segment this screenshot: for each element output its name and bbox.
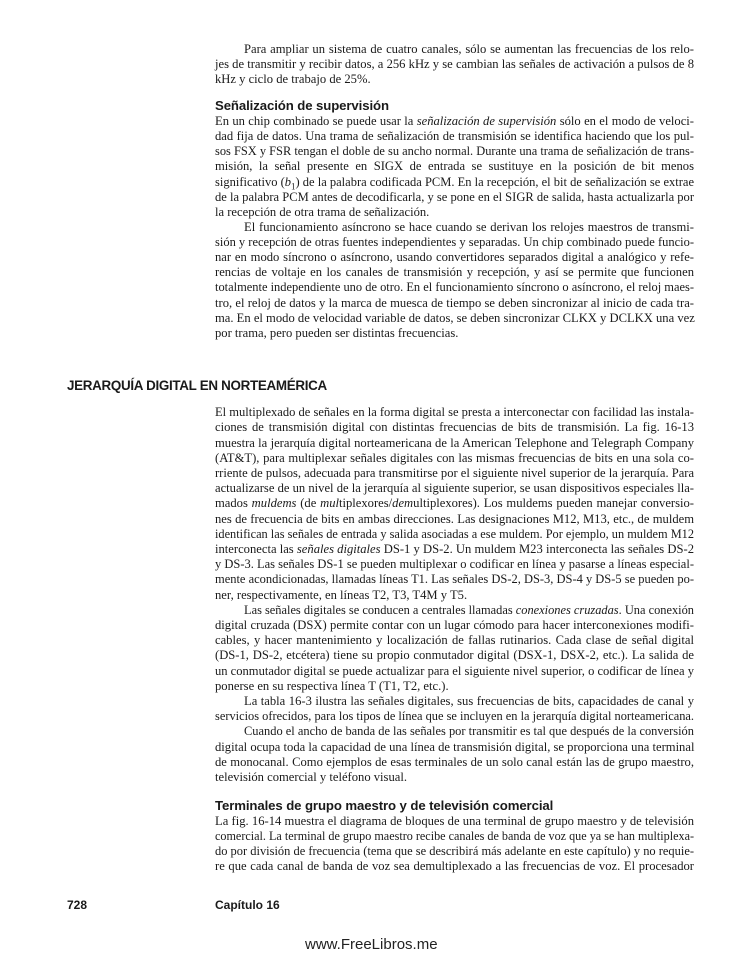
hierarchy-p4-line-2: digital ocupa toda la capacidad de una línea de transmisión digital, se proporciona una terminal: [215, 740, 695, 754]
section-heading: JERARQUÍA DIGITAL EN NORTEAMÉRICA: [67, 378, 327, 393]
hierarchy-p1-line-7: [215, 496, 694, 511]
hierarchy-p1-line-9: identifican las señales de entrada y salida asociadas a ese muldem. Por ejemplo, un muldem M12: [215, 527, 694, 541]
supervision-p1-line-3: sos FSX y FSR tengan el doble de su ancho normal. Durante una trama de señalización de trans-: [215, 144, 694, 158]
intro-line-1: Para ampliar un sistema de cuatro canales, sólo se aumentan las frecuencias de los relo-: [244, 42, 694, 56]
terminals-line-2: comercial. La terminal de grupo maestro recibe canales de banda de voz que ya se han multiplexa-: [215, 829, 695, 843]
text-run: DS-1 y DS-2. Un muldem M23 interconecta las señales DS-2: [380, 542, 694, 556]
supervision-p2-line-1: El funcionamiento asíncrono se hace cuando se derivan los relojes maestros de transmi-: [244, 220, 694, 234]
text-run: interconecta las: [215, 542, 297, 556]
hierarchy-p1-line-11: y DS-3. Las señales DS-1 se pueden multiplexar o codificar en línea y pasarse a líneas especial-: [215, 557, 694, 571]
variable-b: b: [284, 175, 292, 189]
subscript-1: 1: [291, 181, 296, 192]
supervision-p2-line-2: sión y recepción de otras fuentes independientes y separadas. Un chip combinado puede funcio-: [215, 235, 695, 249]
hierarchy-p4-line-3: de monocanal. Como ejemplos de esas terminales de un solo canal están las de grupo maestro,: [215, 755, 694, 769]
intro-line-3: kHz y ciclo de trabajo de 25%.: [215, 72, 371, 86]
hierarchy-p1-line-2: ciones de transmisión digital con distintas frecuencias de bits de transmisión. La fig. 16-13: [215, 420, 694, 434]
hierarchy-p1-line-5: rriente de pulsos, adecuada para transmitirse por el siguiente nivel superior de la jerarquía. Para: [215, 466, 695, 480]
hierarchy-p1-line-10: [215, 542, 694, 557]
hierarchy-p3-line-2: servicios ofrecidos, para los tipos de línea que se incluyen en la jerarquía digital norteamericana.: [215, 709, 694, 723]
emphasis-term: señalización de supervisión: [416, 114, 557, 128]
supervision-p1-line-2: dad fija de datos. Una trama de señalización de transmisión se identifica haciendo que los pul-: [215, 129, 694, 143]
text-run: sólo en el modo de veloci-: [556, 114, 695, 128]
text-run: En un chip combinado se puede usar la: [215, 114, 417, 128]
hierarchy-p2-line-3: cables, y hacer mantenimiento y localización de fallas rutinarios. Cada clase de señal digital: [215, 633, 694, 647]
supervision-p1-line-4: misión, la señal presente en SIGX de entrada se sustituye en la posición de bit menos: [215, 159, 694, 173]
supervision-heading: Señalización de supervisión: [215, 98, 389, 113]
supervision-p2-line-6: tro, el reloj de datos y la marca de muesca de tiempo se deben sincronizar al inicio de cada tra-: [215, 296, 694, 310]
terminals-line-3: do por división de frecuencia (tema que se describirá más adelante en este capítulo) y no requie-: [215, 844, 695, 858]
text-run: Las señales digitales se conducen a centrales llamadas: [244, 603, 516, 617]
supervision-p1-line-1: [215, 114, 694, 129]
text-run: tiplexores/: [339, 496, 393, 510]
page-number: 728: [67, 898, 88, 912]
hierarchy-p4-line-1: Cuando el ancho de banda de las señales por transmitir es tal que después de la conversión: [244, 724, 694, 738]
intro-line-2: jes de transmitir y recibir datos, a 256 kHz y se cambian las señales de activación a pulsos de 8: [215, 57, 694, 71]
watermark-link[interactable]: www.FreeLibros.me: [305, 936, 438, 953]
hierarchy-p2-line-1: [244, 603, 694, 618]
text-run: ) de la palabra codificada PCM. En la recepción, el bit de señalización se extrae: [295, 175, 695, 189]
hierarchy-p1-line-13: ner, respectivamente, en líneas T2, T3, T4M y T5.: [215, 588, 468, 602]
emphasis-term: dem: [392, 496, 414, 510]
terminals-line-4: re que cada canal de banda de voz sea demultiplexado a las frecuencias de voz. El procesador: [215, 859, 694, 873]
text-run: (de: [296, 496, 321, 510]
emphasis-term: muldems: [251, 496, 297, 510]
hierarchy-p1-line-6: actualizarse de un nivel de la jerarquía al siguiente superior, se usan dispositivos especiales lla-: [215, 481, 694, 495]
hierarchy-p1-line-3: muestra la jerarquía digital norteamericana de la American Telephone and Telegraph Company: [215, 436, 694, 450]
supervision-p2-line-4: rencias de voltaje en los canales de transmisión y recepción, y así se permite que funcionen: [215, 265, 694, 279]
hierarchy-p2-line-5: un conmutador digital se puede actualizar para el siguiente nivel superior, o codificar de línea y: [215, 664, 694, 678]
emphasis-term: conexiones cruzadas: [515, 603, 619, 617]
terminals-heading: Terminales de grupo maestro y de televisión comercial: [215, 798, 554, 813]
hierarchy-p3-line-1: La tabla 16-3 ilustra las señales digitales, sus frecuencias de bits, capacidades de canal y: [244, 694, 694, 708]
supervision-p2-line-7: ma. En el modo de velocidad variable de datos, se deben sincronizar CLKX y DCLKX una vez: [215, 311, 695, 325]
hierarchy-p1-line-1: El multiplexado de señales en la forma digital se presta a interconectar con facilidad las instala-: [215, 405, 694, 419]
supervision-p2-line-5: totalmente independiente uno de otro. En el funcionamiento síncrono o asíncrono, el reloj maes-: [215, 280, 694, 294]
text-run: significativo (: [215, 175, 285, 189]
hierarchy-p1-line-8: nes de frecuencia de bits en ambas direcciones. Las designaciones M12, M13, etc., de muldem: [215, 512, 694, 526]
emphasis-term: mul: [320, 496, 339, 510]
text-run: . Una conexión: [618, 603, 694, 617]
chapter-label: Capítulo 16: [215, 898, 280, 912]
supervision-p2-line-3: nar en modo síncrono o asíncrono, usando convertidores separados digital a analógico y refe-: [215, 250, 694, 264]
hierarchy-p1-line-12: mente acondicionadas, llamadas líneas T1. Las señales DS-2, DS-3, DS-4 y DS-5 se pueden po-: [215, 572, 694, 586]
hierarchy-p1-line-4: (AT&T), para multiplexar señales digitales con las mismas frecuencias de bits en una sola co-: [215, 451, 694, 465]
hierarchy-p2-line-4: (DS-1, DS-2, etcétera) tiene su propio conmutador digital (DSX-1, DSX-2, etc.). La salida de: [215, 648, 694, 662]
terminals-line-1: La fig. 16-14 muestra el diagrama de bloques de una terminal de grupo maestro y de televisión: [215, 814, 694, 828]
supervision-p1-line-6: de la palabra PCM antes de decodificarla, y se pone en el SIGR de salida, hasta actualizarla por: [215, 190, 695, 204]
hierarchy-p2-line-2: digital cruzada (DSX) permite contar con un lugar cómodo para hacer interconexiones modifi-: [215, 618, 694, 632]
text-run: ultiplexores). Los muldems pueden manejar conversio-: [413, 496, 695, 510]
emphasis-term: señales digitales: [296, 542, 381, 556]
hierarchy-p2-line-6: ponerse en su respectiva línea T (T1, T2, etc.).: [215, 679, 449, 693]
text-run: mados: [215, 496, 252, 510]
supervision-p1-line-7: la recepción de otra trama de señalización.: [215, 205, 430, 219]
supervision-p2-line-8: por trama, pero pueden ser distintas frecuencias.: [215, 326, 459, 340]
hierarchy-p4-line-4: televisión comercial y teléfono visual.: [215, 770, 407, 784]
